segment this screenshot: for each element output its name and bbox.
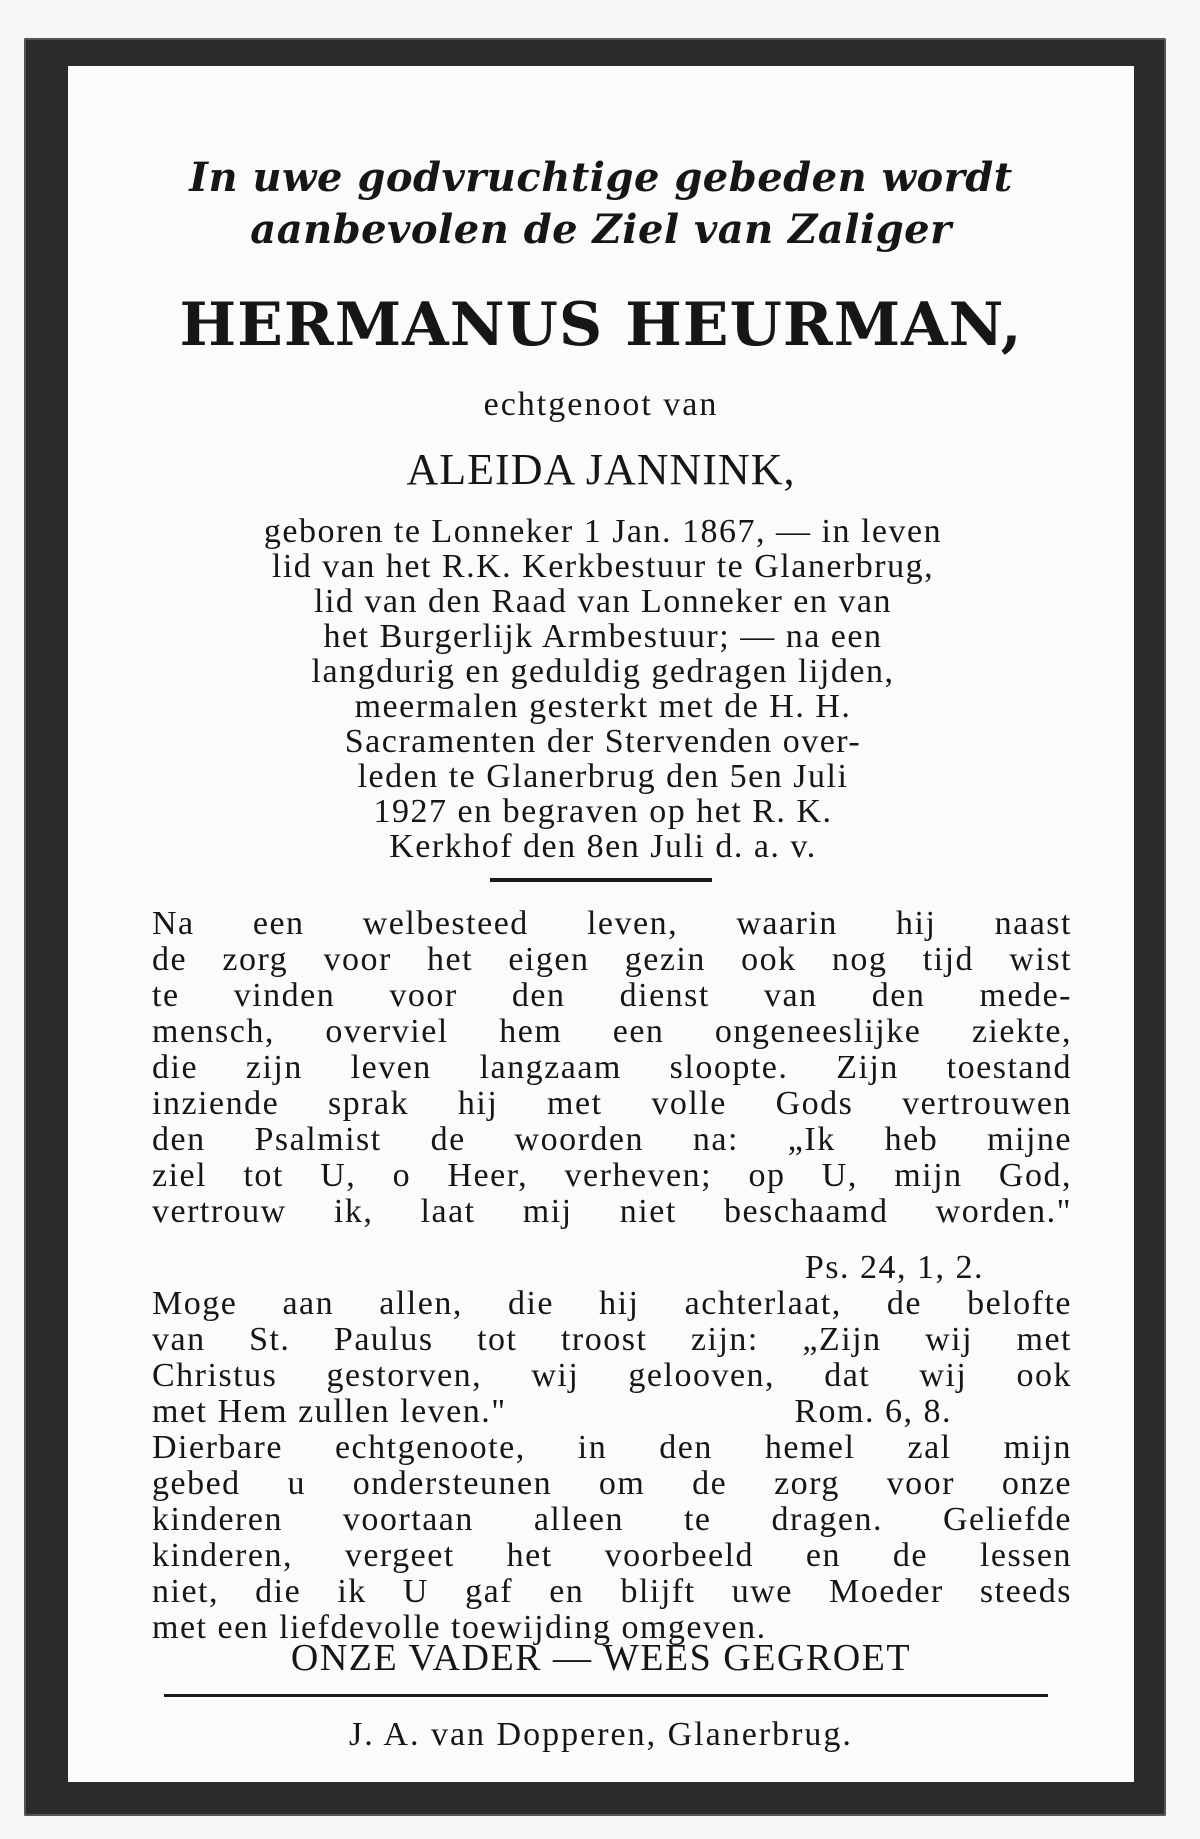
card-content xyxy=(68,66,1134,1782)
paragraph-1 xyxy=(152,906,1072,1230)
paragraph-line: van St. Paulus tot troost zijn: „Zijn wij met xyxy=(152,1321,1072,1358)
paragraph-line: vertrouw ik, laat mij niet beschaamd worden." xyxy=(152,1193,1072,1230)
bio-line: Sacramenten der Stervenden over- xyxy=(344,723,862,760)
paragraph-line: die zijn leven langzaam sloopte. Zijn toestand xyxy=(152,1049,1072,1086)
paragraph-line: gebed u ondersteunen om de zorg voor onze xyxy=(152,1465,1072,1502)
paragraph-line: inziende sprak hij met volle Gods vertrouwen xyxy=(152,1085,1072,1122)
bio-line: 1927 en begraven op het R. K. xyxy=(373,793,833,830)
paragraph-line: mensch, overviel hem een ongeneeslijke ziekte, xyxy=(152,1013,1072,1050)
paragraph-line: Christus gestorven, wij gelooven, dat wij ook xyxy=(152,1357,1072,1394)
bio-line: Kerkhof den 8en Juli d. a. v. xyxy=(389,828,817,865)
paragraph-line: kinderen voortaan alleen te dragen. Geliefde xyxy=(152,1501,1072,1538)
spouse-name: ALEIDA JANNINK, xyxy=(406,445,796,494)
divider-short xyxy=(490,878,712,882)
paragraph-line: ziel tot U, o Heer, verheven; op U, mijn God, xyxy=(152,1157,1072,1194)
intro-line-1: In uwe godvruchtige gebeden wordt xyxy=(189,154,1013,201)
intro-line-2: aanbevolen de Ziel van Zaliger xyxy=(250,206,952,253)
bio-line: langdurig en geduldig gedragen lijden, xyxy=(311,653,895,690)
printer-credit: J. A. van Dopperen, Glanerbrug. xyxy=(349,1716,853,1753)
biography xyxy=(158,514,1048,864)
paragraph-2 xyxy=(152,1286,1072,1430)
bio-line: meermalen gesterkt met de H. H. xyxy=(354,688,852,725)
paragraph-last-line xyxy=(152,1394,1072,1430)
paragraph-line: de zorg voor het eigen gezin ook nog tijd wist xyxy=(152,941,1072,978)
intro-text xyxy=(68,152,1134,256)
paragraph-line: Na een welbesteed leven, waarin hij naast xyxy=(152,905,1072,942)
paragraph-3 xyxy=(152,1430,1072,1646)
romans-reference: Rom. 6, 8. xyxy=(794,1393,952,1430)
paragraph-line: met Hem zullen leven." xyxy=(152,1393,507,1430)
paragraph-line: Moge aan allen, die hij achterlaat, de belofte xyxy=(152,1285,1072,1322)
bio-line: lid van het R.K. Kerkbestuur te Glanerbrug, xyxy=(271,548,935,585)
prayer-line: ONZE VADER — WEES GEGROET xyxy=(290,1637,912,1679)
paragraph-line: Dierbare echtgenoote, in den hemel zal mijn xyxy=(152,1429,1072,1466)
paragraph-line: niet, die ik U gaf en blijft uwe Moeder steeds xyxy=(152,1573,1072,1610)
memorial-card xyxy=(68,66,1134,1782)
deceased-name: HERMANUS HEURMAN, xyxy=(179,290,1023,360)
paragraph-line: den Psalmist de woorden na: „Ik heb mijne xyxy=(152,1121,1072,1158)
paragraph-line: kinderen, vergeet het voorbeeld en de lessen xyxy=(152,1537,1072,1574)
mourning-border xyxy=(24,38,1166,1816)
paragraph-line: met een liefdevolle toewijding omgeven. xyxy=(152,1609,767,1646)
bio-line: lid van den Raad van Lonneker en van xyxy=(314,583,892,620)
bio-line: geboren te Lonneker 1 Jan. 1867, — in leven xyxy=(263,513,943,550)
bio-line: het Burgerlijk Armbestuur; — na een xyxy=(323,618,883,655)
divider-long xyxy=(164,1694,1048,1697)
bio-line: leden te Glanerbrug den 5en Juli xyxy=(357,758,849,795)
psalm-reference: Ps. 24, 1, 2. xyxy=(804,1249,984,1286)
paragraph-line: te vinden voor den dienst van den mede- xyxy=(152,977,1072,1014)
spouse-label: echtgenoot van xyxy=(483,386,719,423)
